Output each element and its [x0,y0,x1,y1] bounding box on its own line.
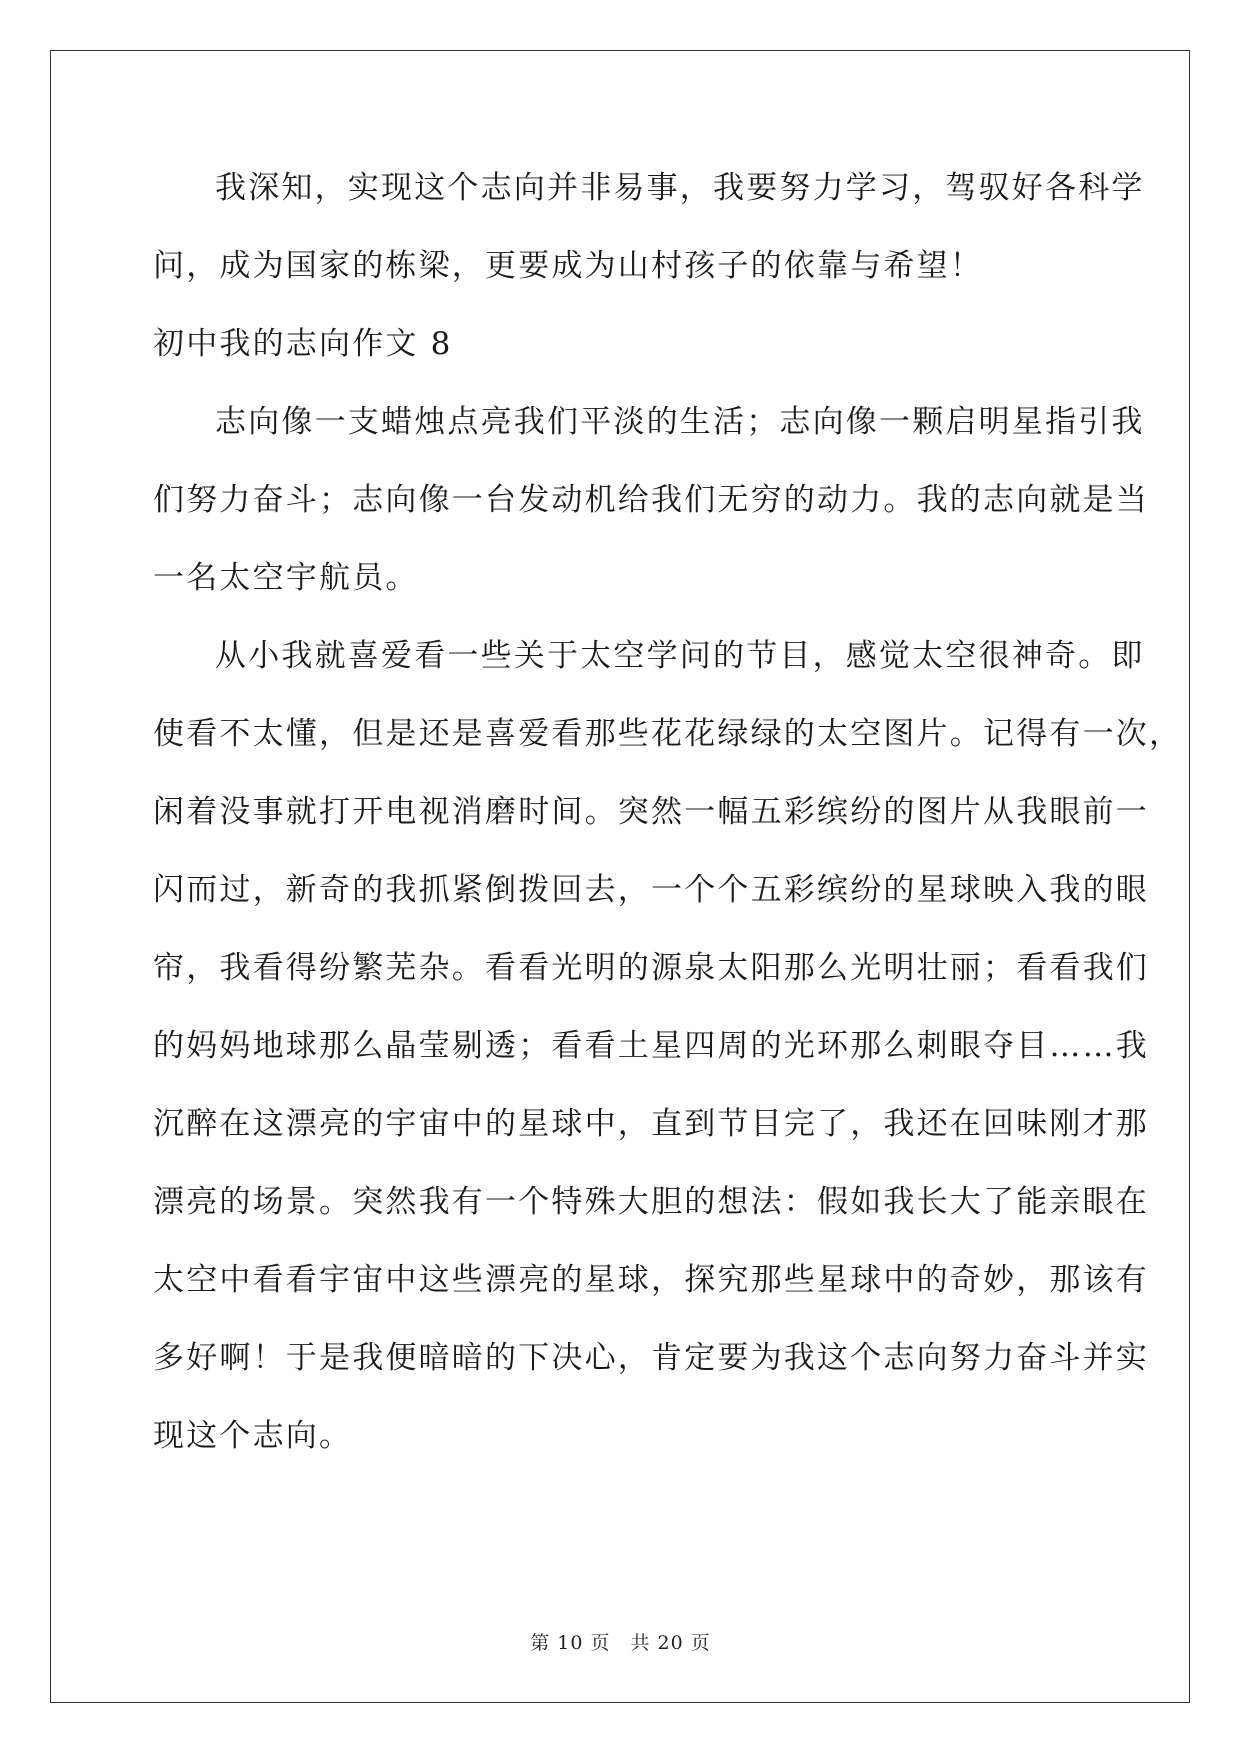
text-line: 我深知，实现这个志向并非易事，我要努力学习，驾驭好各科学 [215,170,1145,206]
text-line: 的妈妈地球那么晶莹剔透；看看土星四周的光环那么刺眼夺目……我 [153,1028,1149,1064]
text-line: 闪而过，新奇的我抓紧倒拨回去，一个个五彩缤纷的星球映入我的眼 [153,872,1149,908]
text-line: 现这个志向。 [153,1418,353,1454]
page-number-footer: 第 10 页 共 20 页 [530,1632,711,1654]
document-body [153,160,1183,1486]
text-line: 漂亮的场景。突然我有一个特殊大胆的想法：假如我长大了能亲眼在 [153,1184,1149,1220]
text-line: 太空中看看宇宙中这些漂亮的星球，探究那些星球中的奇妙，那该有 [153,1262,1149,1298]
section-heading: 初中我的志向作文 8 [153,326,453,362]
text-line: 帘，我看得纷繁芜杂。看看光明的源泉太阳那么光明壮丽；看看我们 [153,950,1149,986]
text-line: 从小我就喜爱看一些关于太空学问的节目，感觉太空很神奇。即 [215,638,1145,674]
text-line: 们努力奋斗；志向像一台发动机给我们无穷的动力。我的志向就是当 [153,482,1149,518]
text-line: 多好啊！于是我便暗暗的下决心，肯定要为我这个志向努力奋斗并实 [153,1340,1149,1376]
text-line: 志向像一支蜡烛点亮我们平淡的生活；志向像一颗启明星指引我 [215,404,1145,440]
text-line: 使看不太懂，但是还是喜爱看那些花花绿绿的太空图片。记得有一次， [153,716,1183,752]
text-line: 沉醉在这漂亮的宇宙中的星球中，直到节目完了，我还在回味刚才那 [153,1106,1149,1142]
text-line: 一名太空宇航员。 [153,560,419,596]
text-line: 问，成为国家的栋梁，更要成为山村孩子的依靠与希望！ [153,248,983,284]
text-line: 闲着没事就打开电视消磨时间。突然一幅五彩缤纷的图片从我眼前一 [153,794,1149,830]
